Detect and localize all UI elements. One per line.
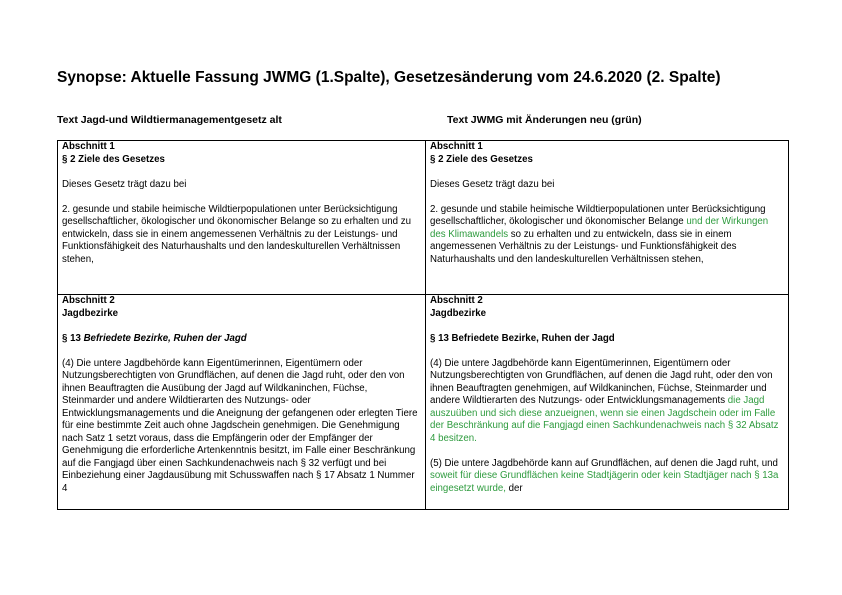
body-text-part: (5) Die untere Jagdbehörde kann auf Grundflächen, auf denen die Jagd ruht, und xyxy=(430,457,778,469)
amended-text: und der Wirkungen des Klimawandels xyxy=(430,216,769,240)
paragraph-heading: § 2 Ziele des Gesetzes xyxy=(430,153,533,165)
paragraph-number: § 13 xyxy=(62,332,81,344)
section-title: Abschnitt 2 xyxy=(430,295,483,306)
body-text-part: 2. gesunde und stabile heimische Wildtierpopulationen unter Berücksichtigung gesellschaftlicher, ökologischer und ökonomischer Belange xyxy=(430,203,766,227)
body-text xyxy=(430,204,785,267)
right-cell-section-2 xyxy=(426,295,789,510)
body-text-part: (4) Die untere Jagdbehörde kann Eigentümerinnen, Eigentümern oder Nutzungsberechtigten von Grundflächen, auf denen die Jagd ruht, oder den von ihnen Beauftragten genehmigen, auf Wildkaninchen, Füchse, Steinmarder und andere Wildtierarten des Nutzungs- oder Entwicklungsmanagements xyxy=(430,357,773,406)
body-text: 2. gesunde und stabile heimische Wildtierpopulationen unter Berücksichtigung gesellschaftlicher, ökologischer und ökonomischer Belange so zu erhalten und zu entwickeln, dass sie in einem angemessenen Verhältnis zu der Leistungs- und Funktionsfähigkeit des Naturhaushalts und den landeskulturellen Verhältnissen stehen, xyxy=(62,203,411,265)
paragraph-name: Befriedete Bezirke, Ruhen der Jagd xyxy=(83,332,247,344)
intro-text: Dieses Gesetz trägt dazu bei xyxy=(62,178,187,190)
section-title: Abschnitt 1 xyxy=(430,141,483,152)
section-title: Abschnitt 2 xyxy=(62,295,115,306)
body-text-part: so zu erhalten und zu entwickeln, dass sie in einem angemessenen Verhältnis zu der Leistungs- und Funktionsfähigkeit des Naturhaushalts und den landeskulturellen Verhältnissen stehen, xyxy=(430,228,737,265)
section-subtitle: Jagdbezirke xyxy=(62,307,118,319)
paragraph-heading: § 13 Befriedete Bezirke, Ruhen der Jagd xyxy=(430,332,615,344)
table-row xyxy=(58,295,789,510)
amended-text: soweit für diese Grundflächen keine Stadtjägerin oder kein Stadtjäger nach § 13a eingesetzt wurde, xyxy=(430,470,779,494)
synopsis-table xyxy=(57,140,789,510)
section-subtitle: Jagdbezirke xyxy=(430,307,486,319)
table-row xyxy=(58,141,789,295)
amended-text: die Jagd auszuüben und sich diese anzueignen, wenn sie einen Jagdschein oder im Falle der Beschränkung auf die Fangjagd einen Sachkundenachweis nach § 32 Absatz 4 besitzen. xyxy=(430,395,779,444)
paragraph-heading: § 2 Ziele des Gesetzes xyxy=(62,153,165,165)
right-cell-section-1 xyxy=(426,141,789,295)
paragraph-heading xyxy=(62,333,422,346)
page-title: Synopse: Aktuelle Fassung JWMG (1.Spalte), Gesetzesänderung vom 24.6.2020 (2. Spalte) xyxy=(57,69,721,86)
body-text: (4) Die untere Jagdbehörde kann Eigentümerinnen, Eigentümern oder Nutzungsberechtigten von Grundflächen, auf denen die Jagd ruht, oder den von ihnen Beauftragten die Ausübung der Jagd auf Wildkaninchen, Füchse, Steinmarder und andere Wildtierarten des Nutzungs- oder Entwicklungsmanagements und die Aneignung der gefangenen oder erlegten Tiere für eine bestimmte Zeit auch ohne Jagdschein genehmigen. Die Genehmigung nach Satz 1 setzt voraus, dass die Empfängerin oder der Empfänger der Genehmigung die erforderliche Artenkenntnis besitzt, im Falle einer Beschränkung auf die Fangjagd über einen Sachkundenachweis nach § 32 verfügt und bei Einbeziehung einer Jagdausübung mit Schusswaffen nach § 17 Absatz 1 Nummer 4 xyxy=(62,357,418,494)
left-column-header: Text Jagd-und Wildtiermanagementgesetz alt xyxy=(57,114,282,126)
intro-text: Dieses Gesetz trägt dazu bei xyxy=(430,178,555,190)
body-text xyxy=(430,358,785,446)
left-cell-section-1 xyxy=(58,141,426,295)
right-column-header: Text JWMG mit Änderungen neu (grün) xyxy=(447,114,642,126)
left-cell-section-2 xyxy=(58,295,426,510)
body-text-part: der xyxy=(508,482,523,494)
section-title: Abschnitt 1 xyxy=(62,141,115,152)
body-text xyxy=(430,458,785,496)
